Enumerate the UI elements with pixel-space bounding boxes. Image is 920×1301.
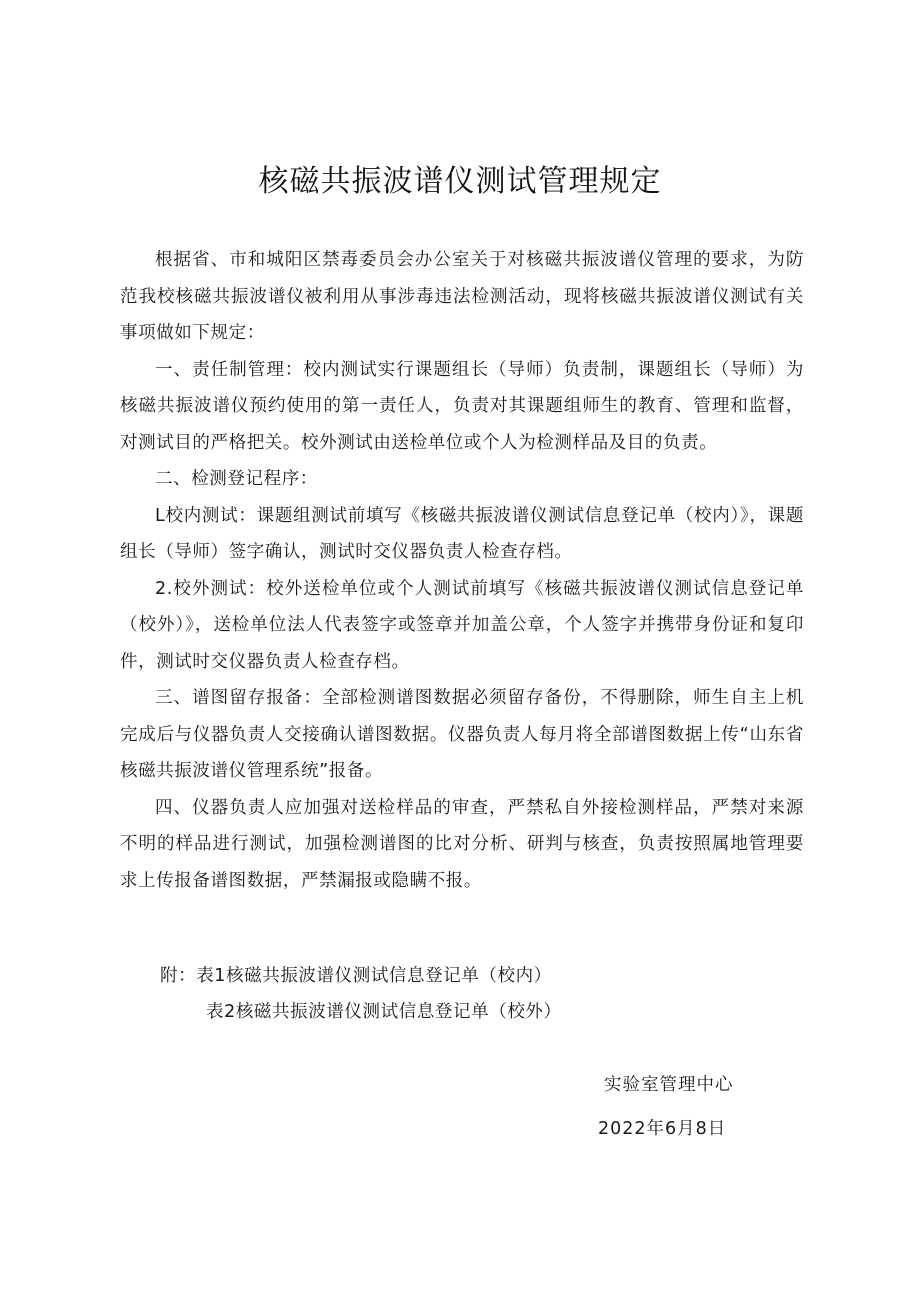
internal-test-paragraph: L校内测试：课题组测试前填写《核磁共振波谱仪测试信息登记单（校内）》，课题组长（导师）签字确认，测试时交仪器负责人检查存档。 <box>120 505 804 562</box>
signature-block <box>560 1063 800 1151</box>
document-body <box>120 242 804 899</box>
external-test-paragraph: 2.校外测试：校外送检单位或个人测试前填写《核磁共振波谱仪测试信息登记单（校外）》，送检单位法人代表签字或签章并加盖公章，个人签字并携带身份证和复印件，测试时交仪器负责人检查存档。 <box>120 578 804 672</box>
signature-organization: 实验室管理中心 <box>604 1075 734 1095</box>
appendix <box>160 958 800 1030</box>
review-paragraph: 四、仪器负责人应加强对送检样品的审查，严禁私自外接检测样品，严禁对来源不明的样品进行测试，加强检测谱图的比对分析、研判与核查，负责按照属地管理要求上传报备谱图数据，严禁漏报或隐瞒不报。 <box>120 797 804 891</box>
appendix-line-1: 附：表1核磁共振波谱仪测试信息登记单（校内） <box>160 966 552 986</box>
registration-heading: 二、检测登记程序： <box>155 469 318 489</box>
document-title: 核磁共振波谱仪测试管理规定 <box>258 164 662 199</box>
intro-paragraph: 根据省、市和城阳区禁毒委员会办公室关于对核磁共振波谱仪管理的要求，为防范我校核磁共振波谱仪被利用从事涉毒违法检测活动，现将核磁共振波谱仪测试有关事项做如下规定： <box>120 250 804 343</box>
responsibility-paragraph: 一、责任制管理：校内测试实行课题组长（导师）负责制，课题组长（导师）为核磁共振波谱仪预约使用的第一责任人，负责对其课题组师生的教育、管理和监督，对测试目的严格把关。校外测试由送检单位或个人为检测样品及目的负责。 <box>120 359 804 453</box>
appendix-line-2: 表2核磁共振波谱仪测试信息登记单（校外） <box>206 1002 562 1022</box>
spectrum-retention-paragraph: 三、谱图留存报备：全部检测谱图数据必须留存备份，不得删除，师生自主上机完成后与仪器负责人交接确认谱图数据。仪器负责人每月将全部谱图数据上传“山东省核磁共振波谱仪管理系统”报备。 <box>120 688 804 781</box>
signature-date: 2022年6月8日 <box>598 1119 727 1139</box>
